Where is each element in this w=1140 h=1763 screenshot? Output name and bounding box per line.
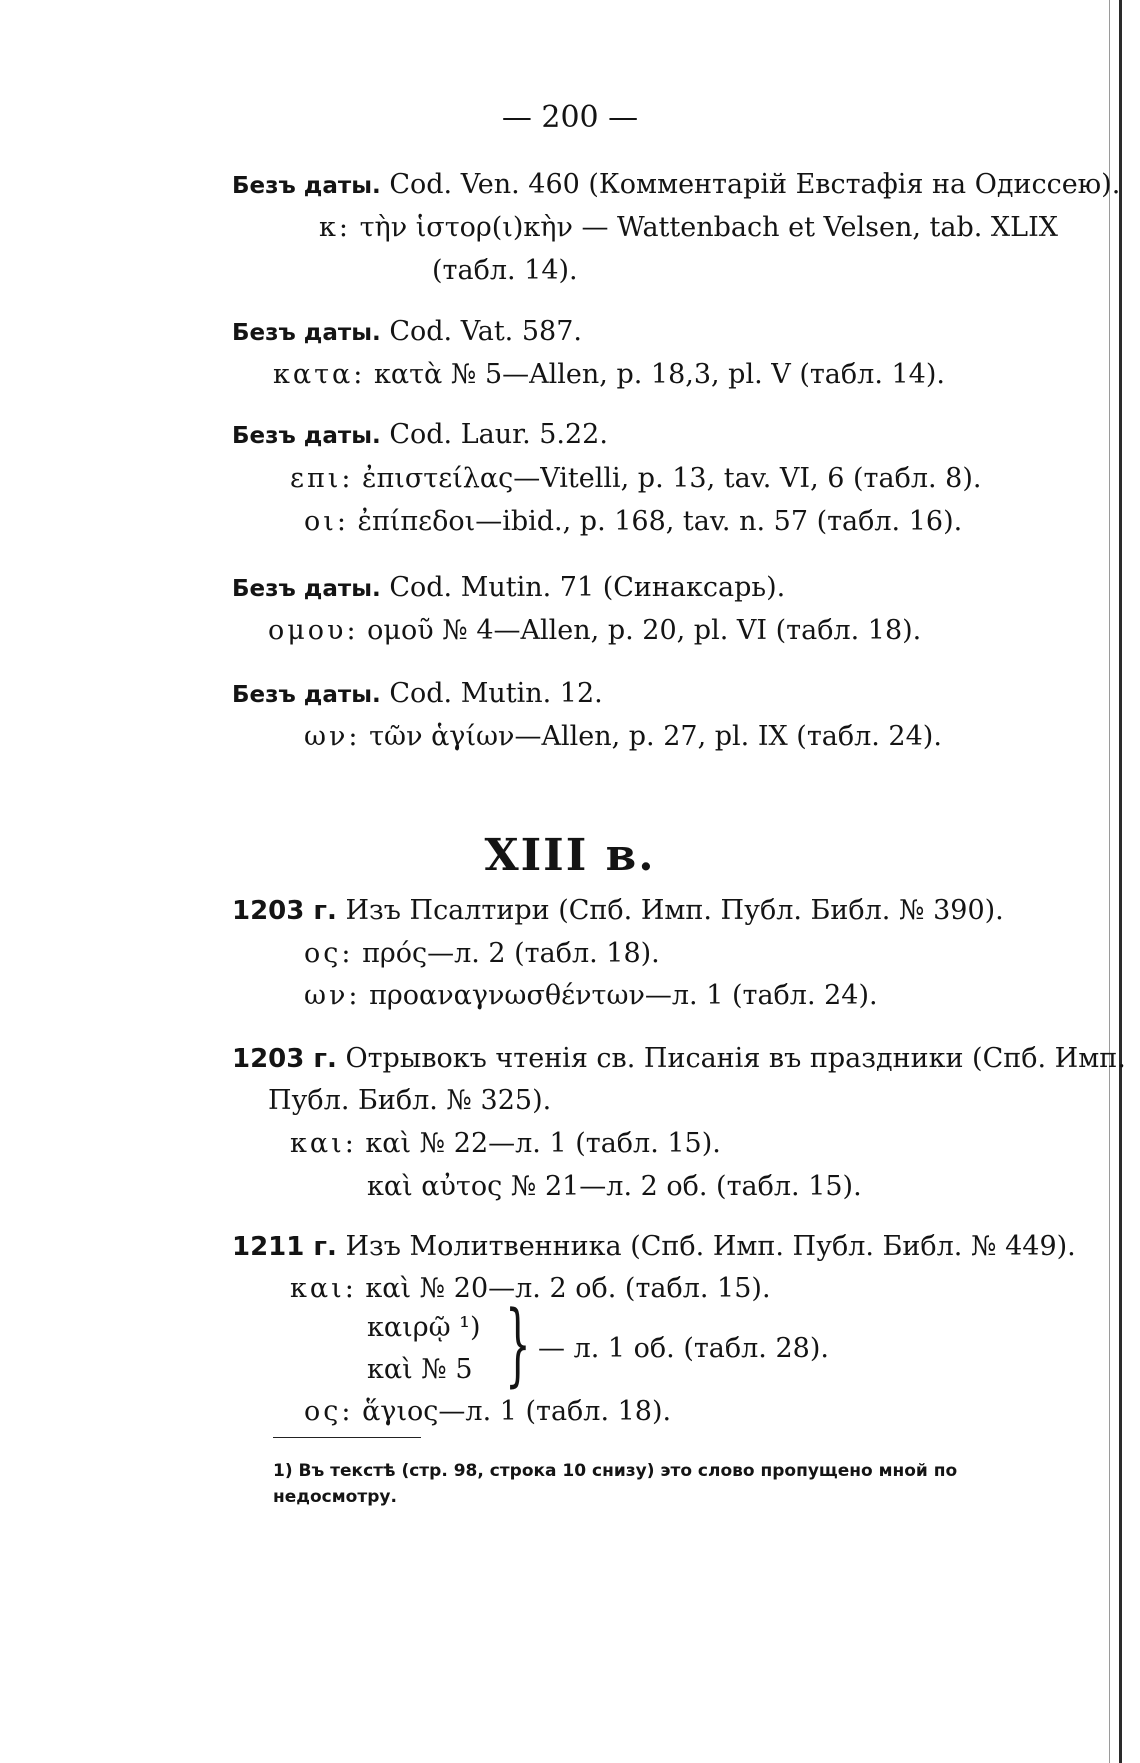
entry-value: κατὰ № 5—Allen, p. 18,3, pl. V (табл. 14). — [373, 359, 945, 390]
entry-year: 1203 г. — [232, 896, 337, 926]
entry-date-label: Безъ даты. — [232, 423, 381, 449]
footnote — [273, 1458, 1053, 1510]
entry-text: Cod. Mutin. 12. — [389, 678, 603, 709]
entry-value: ἐπίπεδοι—ibid., p. 168, tav. n. 57 (табл. 16). — [357, 506, 963, 537]
entry-text: Отрывокъ чтенія св. Писанія въ праздники (Спб. Имп. — [345, 1043, 1126, 1074]
entry-value: τὴν ἱστορ(ι)κὴν — Wattenbach et Velsen, tab. XLIX — [359, 212, 1058, 243]
entry-value: καὶ № 22—л. 1 (табл. 15). — [365, 1128, 721, 1159]
entry-date-label: Безъ даты. — [232, 576, 381, 602]
entry-key: κ: — [319, 212, 351, 243]
page-number: — 200 — — [501, 100, 639, 135]
entry-text: Изъ Псалтири (Спб. Имп. Публ. Библ. № 390). — [345, 895, 1004, 926]
entry-value: καὶ № 20—л. 2 об. (табл. 15). — [365, 1273, 771, 1304]
entry-key: ος: — [304, 938, 354, 969]
entry-date-label: Безъ даты. — [232, 173, 381, 199]
brace-reference: — л. 1 об. (табл. 28). — [538, 1333, 829, 1364]
entry-key: ος: — [304, 1396, 354, 1427]
entry-value: ομοῦ № 4—Allen, p. 20, pl. VI (табл. 18). — [367, 615, 922, 646]
entry-value: τῶν ἁγίων—Allen, p. 27, pl. IX (табл. 24). — [369, 721, 942, 752]
entry-key: ων: — [304, 721, 361, 752]
entry-key: επι: — [290, 463, 354, 494]
page-edge-shadow — [1109, 0, 1110, 1763]
entry-text-cont: Публ. Библ. № 325). — [268, 1085, 552, 1116]
entry-key: κατα: — [273, 359, 366, 390]
entry-value: προαναγνωσθέντων—л. 1 (табл. 24). — [369, 980, 878, 1011]
entry-key: ομου: — [268, 615, 359, 646]
entry-key: και: — [290, 1128, 357, 1159]
entry-text: Cod. Laur. 5.22. — [389, 419, 608, 450]
entry-year: 1211 г. — [232, 1232, 337, 1262]
footnote-rule — [273, 1437, 421, 1438]
entry-text: Изъ Молитвенника (Спб. Имп. Публ. Библ. № 449). — [345, 1231, 1076, 1262]
entry-text: Cod. Vat. 587. — [389, 316, 582, 347]
page-edge — [1119, 0, 1122, 1763]
brace-item: καὶ № 5 — [367, 1354, 473, 1385]
entry-key: ων: — [304, 980, 361, 1011]
footnote-line: недосмотру. — [273, 1487, 397, 1507]
entry-text: Cod. Ven. 460 (Комментарій Евстафія на Одиссею). — [389, 169, 1121, 200]
entry-key: και: — [290, 1273, 357, 1304]
brace-item: καιρῷ ¹) — [367, 1312, 481, 1343]
right-brace: } — [505, 1292, 531, 1397]
entry-value: ἐπιστείλας—Vitelli, p. 13, tav. VI, 6 (табл. 8). — [362, 463, 982, 494]
entry-value-cont: (табл. 14). — [432, 255, 578, 286]
entry-year: 1203 г. — [232, 1044, 337, 1074]
entry-date-label: Безъ даты. — [232, 682, 381, 708]
footnote-line: 1) Въ текстѣ (стр. 98, строка 10 снизу) это слово пропущено мной по — [273, 1461, 958, 1481]
entry-value: πρός—л. 2 (табл. 18). — [362, 938, 660, 969]
section-title: XIII в. — [484, 830, 656, 881]
entry-date-label: Безъ даты. — [232, 320, 381, 346]
entry-key: οι: — [304, 506, 349, 537]
entry-value: ἅγιος—л. 1 (табл. 18). — [362, 1396, 672, 1427]
entry-text: Cod. Mutin. 71 (Синаксарь). — [389, 572, 786, 603]
entry-value: καὶ αὐτος № 21—л. 2 об. (табл. 15). — [367, 1171, 862, 1202]
